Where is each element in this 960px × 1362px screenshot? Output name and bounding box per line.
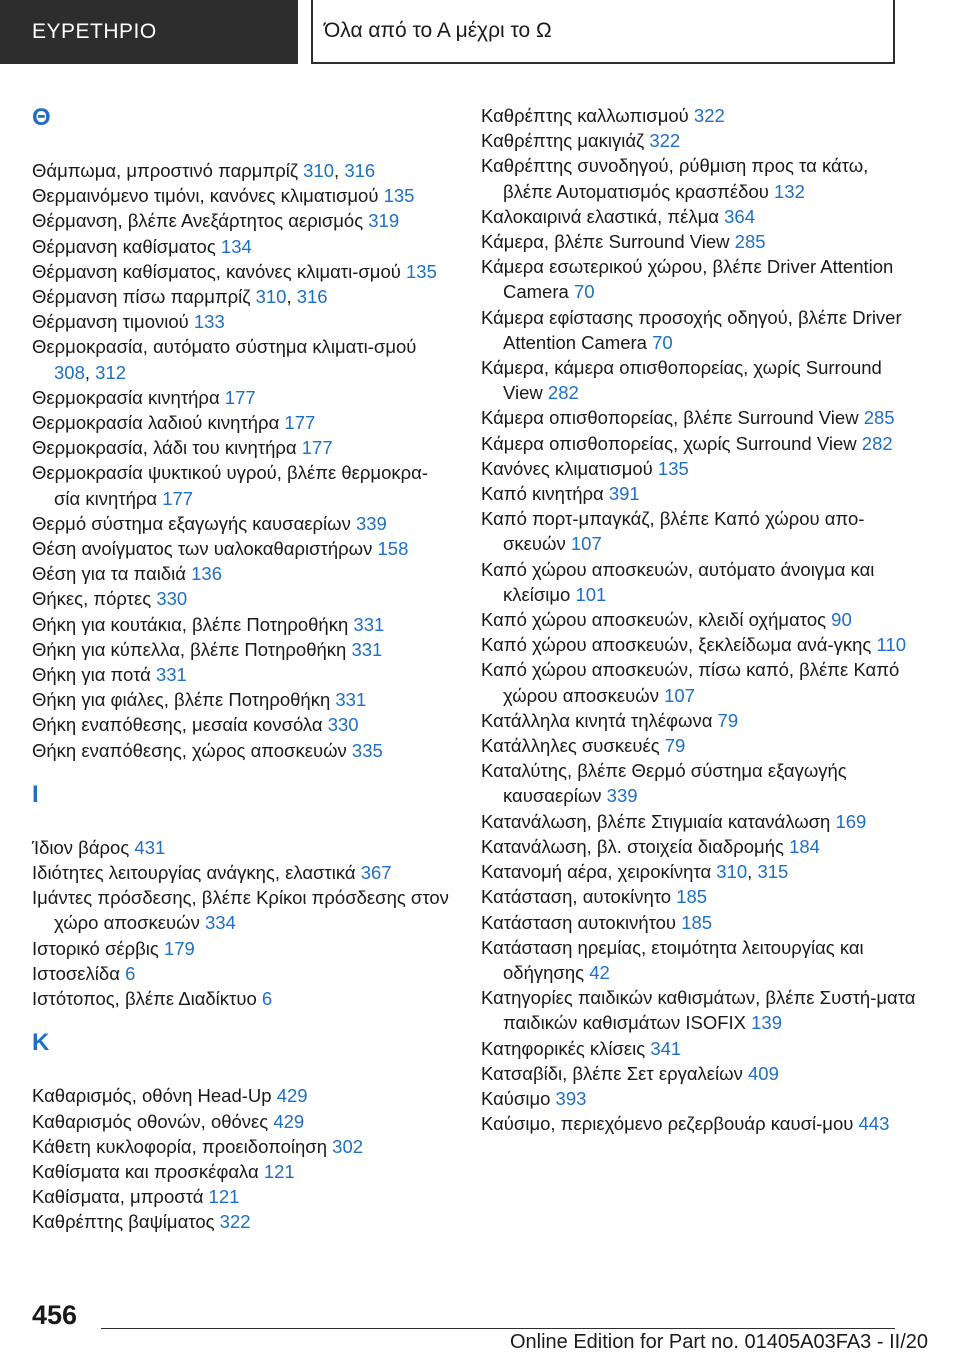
- index-entry-text: Θέρμανση καθίσματος, κανόνες κλιματι-σμού: [32, 260, 401, 282]
- index-entry-text: Κατανάλωση, βλέπε Στιγμιαία κατανάλωση: [481, 810, 831, 832]
- page-reference-link[interactable]: 135: [657, 457, 689, 479]
- index-entry-text: Καπό κινητήρα: [481, 483, 604, 505]
- index-entry: [481, 985, 921, 1035]
- index-entry: [481, 708, 921, 733]
- page-reference-link[interactable]: 285: [863, 407, 895, 429]
- index-entry: [481, 758, 921, 808]
- index-entry: [32, 309, 452, 334]
- index-entry-text: Κάθετη κυκλοφορία, προειδοποίηση: [32, 1135, 328, 1157]
- page-reference-link[interactable]: 282: [861, 432, 893, 454]
- page-reference-link[interactable]: 310: [303, 160, 335, 181]
- index-entry: [32, 410, 452, 435]
- page-reference-link[interactable]: 322: [219, 1211, 251, 1233]
- index-entry-text: Θέση για τα παιδιά: [32, 563, 186, 585]
- index-entry-text: Καθρέπτης συνοδηγού, ρύθμιση προς τα κάτω, βλέπε Αυτοματισμός κρασπέδου: [481, 155, 869, 202]
- index-entry-text: Καπό πορτ-μπαγκάζ, βλέπε Καπό χώρου απο-σκευών: [481, 508, 865, 555]
- index-entry-text: Κατανάλωση, βλ. στοιχεία διαδρομής: [481, 835, 784, 857]
- page-reference-link[interactable]: 132: [774, 180, 805, 202]
- index-entry: [481, 254, 921, 304]
- page-reference-link[interactable]: 179: [163, 937, 195, 959]
- page-reference-link[interactable]: 136: [191, 563, 222, 585]
- page-reference-link[interactable]: 391: [608, 483, 640, 505]
- index-entry-text: Θέρμανση, βλέπε Ανεξάρτητος αερισμός: [32, 210, 364, 232]
- section-subtitle-label: Όλα από το Α μέχρι το Ω: [324, 19, 552, 42]
- index-entry-text: Ιστορικό σέρβις: [32, 937, 159, 959]
- page-reference-link[interactable]: 443: [858, 1113, 890, 1135]
- index-entry: [32, 259, 452, 284]
- index-entry: [481, 809, 921, 834]
- index-entry-text: Καπό χώρου αποσκευών, ξεκλείδωμα ανά-γκης: [481, 634, 872, 656]
- index-entry-text: Καλοκαιρινά ελαστικά, πέλμα: [481, 205, 719, 227]
- page-reference-link[interactable]: 70: [652, 331, 673, 353]
- page-reference-link[interactable]: 177: [162, 487, 194, 509]
- index-entry-text: Θερμοκρασία, αυτόματο σύστημα κλιματι-σμού: [32, 336, 417, 358]
- page-reference-link[interactable]: 184: [789, 835, 820, 857]
- index-entry: [32, 460, 452, 510]
- index-entry: [32, 208, 452, 233]
- section-tab: [0, 0, 298, 64]
- index-entry-text: Ίδιον βάρος: [32, 836, 130, 858]
- page-reference-link[interactable]: 6: [125, 962, 136, 984]
- page-reference-link[interactable]: 185: [681, 911, 713, 933]
- index-entry-text: Καθρέπτης βαψίματος: [32, 1211, 215, 1233]
- page-reference-link[interactable]: 319: [368, 210, 400, 232]
- index-entry-text: Θήκες, πόρτες: [32, 588, 152, 610]
- page-reference-link[interactable]: 334: [204, 912, 236, 934]
- index-entry: [481, 431, 921, 456]
- page-reference-link[interactable]: 322: [693, 105, 725, 126]
- index-group-iota: [32, 835, 452, 1011]
- index-entry: [481, 204, 921, 229]
- index-entry-text: Κατάλληλα κινητά τηλέφωνα: [481, 709, 713, 731]
- page-reference-link[interactable]: 341: [650, 1037, 682, 1059]
- index-entry-text: Θήκη για κύπελλα, βλέπε Ποτηροθήκη: [32, 638, 347, 660]
- index-entry-text: Θήκη εναπόθεσης, χώρος αποσκευών: [32, 739, 347, 761]
- page-reference-link[interactable]: 316: [296, 286, 328, 308]
- index-entry: [481, 935, 921, 985]
- index-entry: [481, 355, 921, 405]
- index-entry: [32, 435, 452, 460]
- index-entry: [32, 234, 452, 259]
- footer-divider: [101, 1328, 895, 1329]
- index-entry: [32, 612, 452, 637]
- page-reference-link[interactable]: 339: [355, 512, 387, 534]
- index-entry: [481, 481, 921, 506]
- index-entry-text: Θερμό σύστημα εξαγωγής καυσαερίων: [32, 512, 351, 534]
- index-entry: [481, 910, 921, 935]
- page-reference-link[interactable]: 90: [831, 609, 852, 631]
- index-entry-text: Κάμερα οπισθοπορείας, βλέπε Surround View: [481, 407, 859, 429]
- index-entry: Θερμοκρασία, αυτόματο σύστημα κλιματι-σμού 308, 312: [32, 336, 417, 383]
- page-reference-link[interactable]: 185: [676, 886, 708, 908]
- page-reference-link[interactable]: 177: [284, 412, 316, 434]
- index-entry: [481, 884, 921, 909]
- index-entry-text: Καθρέπτης καλλωπισμού: [481, 105, 689, 126]
- index-entry: [481, 405, 921, 430]
- page-reference-link[interactable]: 285: [734, 231, 766, 253]
- index-entry: [32, 961, 452, 986]
- index-entry-text: Καπό χώρου αποσκευών, κλειδί οχήματος: [481, 609, 827, 631]
- page-reference-link[interactable]: 312: [95, 361, 127, 383]
- page-reference-link[interactable]: 335: [351, 739, 383, 761]
- page-reference-link[interactable]: 177: [301, 437, 333, 459]
- page-reference-link[interactable]: 158: [377, 538, 409, 560]
- index-entry-text: Θέρμανση τιμονιού: [32, 311, 189, 333]
- page-reference-link[interactable]: 282: [547, 382, 579, 404]
- index-entry: [32, 1083, 452, 1108]
- index-entry: [32, 1134, 452, 1159]
- page-reference-link[interactable]: 107: [570, 533, 602, 555]
- index-entry: [481, 1061, 921, 1086]
- index-entry: [32, 586, 452, 611]
- index-entry: [32, 511, 452, 536]
- index-entry-text: Κατηγορίες παιδικών καθισμάτων, βλέπε Συστή-ματα παιδικών καθισμάτων ISOFIX: [481, 987, 916, 1034]
- page-reference-link[interactable]: 121: [208, 1186, 240, 1208]
- section-subtitle: [311, 0, 895, 64]
- index-entry-text: Κατσαβίδι, βλέπε Σετ εργαλείων: [481, 1062, 743, 1084]
- page-reference-link[interactable]: 331: [335, 689, 367, 711]
- page-reference-link[interactable]: 409: [748, 1062, 779, 1084]
- index-entry-text: Θερμαινόμενο τιμόνι, κανόνες κλιματισμού: [32, 185, 379, 207]
- index-entry-text: Ιδιότητες λειτουργίας ανάγκης, ελαστικά: [32, 862, 356, 884]
- page-reference-link[interactable]: 331: [351, 638, 383, 660]
- index-entry-text: Κατανομή αέρα, χειροκίνητα: [481, 861, 712, 883]
- index-entry-text: Θέση ανοίγματος των υαλοκαθαριστήρων: [32, 538, 373, 560]
- index-entry-text: Ιμάντες πρόσδεσης, βλέπε Κρίκοι πρόσδεσης στον χώρο αποσκευών: [32, 887, 449, 934]
- index-entry: [481, 607, 921, 632]
- page-reference-link[interactable]: 310: [255, 286, 287, 308]
- page-reference-link[interactable]: 177: [224, 386, 256, 408]
- index-entry-text: Θέρμανση καθίσματος: [32, 235, 216, 257]
- index-entry-text: Θερμοκρασία κινητήρα: [32, 386, 220, 408]
- index-entry-text: Κάμερα οπισθοπορείας, χωρίς Surround View: [481, 432, 857, 454]
- index-entry-text: Κανόνες κλιματισμού: [481, 457, 653, 479]
- index-entry-text: Κάμερα, κάμερα οπισθοπορείας, χωρίς Surround View: [481, 357, 882, 404]
- index-entry-text: Θήκη για κουτάκια, βλέπε Ποτηροθήκη: [32, 613, 349, 635]
- page-reference-link[interactable]: 101: [575, 583, 607, 605]
- page-reference-link[interactable]: 393: [555, 1087, 587, 1109]
- index-entry: [32, 385, 452, 410]
- page-reference-link[interactable]: 322: [649, 130, 681, 152]
- index-entry: [32, 860, 452, 885]
- index-entry: [32, 687, 452, 712]
- index-entry-text: Καθίσματα, μπροστά: [32, 1186, 204, 1208]
- index-entry-text: Κατάσταση, αυτοκίνητο: [481, 886, 672, 908]
- index-entry: [32, 536, 452, 561]
- index-entry: [32, 885, 452, 935]
- index-entry-text: Θήκη για φιάλες, βλέπε Ποτηροθήκη: [32, 689, 331, 711]
- index-entry: [481, 153, 921, 203]
- index-entry-text: Κατάσταση αυτοκινήτου: [481, 911, 677, 933]
- index-entry: [32, 1209, 452, 1234]
- index-entry: [481, 103, 921, 128]
- page-reference-link[interactable]: 121: [263, 1160, 295, 1182]
- edition-note: Online Edition for Part no. 01405A03FA3 - II/20: [509, 1331, 928, 1353]
- index-entry-text: Θερμοκρασία ψυκτικού υγρού, βλέπε θερμοκρα-σία κινητήρα: [32, 462, 428, 509]
- page-reference-link[interactable]: 364: [724, 205, 755, 227]
- page-reference-link[interactable]: 429: [276, 1085, 308, 1107]
- page-reference-link[interactable]: 331: [155, 664, 187, 686]
- page-reference-link[interactable]: 133: [193, 311, 225, 333]
- index-entry-text: Θάμπωμα, μπροστινό παρμπρίζ: [32, 160, 299, 181]
- index-entry: [481, 128, 921, 153]
- page-reference-link[interactable]: 367: [360, 862, 392, 884]
- index-entry-text: Καπό χώρου αποσκευών, αυτόματο άνοιγμα και κλείσιμο: [481, 558, 875, 605]
- index-entry-text: Καθαρισμός, οθόνη Head-Up: [32, 1085, 272, 1107]
- index-entry: [481, 632, 921, 657]
- index-entry-text: Καύσιμο: [481, 1087, 551, 1109]
- page-reference-link[interactable]: 79: [717, 709, 739, 731]
- index-entry-text: Ιστότοπος, βλέπε Διαδίκτυο: [32, 988, 257, 1010]
- page-reference-link[interactable]: 70: [573, 281, 595, 303]
- index-entry: [32, 835, 452, 860]
- page-reference-link[interactable]: 135: [383, 185, 415, 207]
- page-reference-link[interactable]: 315: [757, 861, 789, 883]
- index-entry-text: Κατάλληλες συσκευές: [481, 735, 660, 757]
- index-entry: [481, 1036, 921, 1061]
- index-entry: [32, 183, 452, 208]
- index-entry: [32, 561, 452, 586]
- index-entry-text: Θέρμανση πίσω παρμπρίζ: [32, 286, 251, 308]
- page-reference-link[interactable]: 79: [664, 735, 686, 757]
- index-entry: [32, 986, 452, 1011]
- index-entry-text: Θήκη εναπόθεσης, μεσαία κονσόλα: [32, 714, 323, 736]
- page-reference-link[interactable]: 302: [332, 1135, 364, 1157]
- index-entry: [32, 712, 452, 737]
- index-entry: Θάμπωμα, μπροστινό παρμπρίζ 310, 316: [32, 160, 376, 181]
- index-entry-text: Θήκη για ποτά: [32, 664, 151, 686]
- index-entry: [32, 936, 452, 961]
- page-reference-link[interactable]: 339: [606, 785, 638, 807]
- section-tab-label: ΕΥΡΕΤΗΡΙΟ: [32, 20, 157, 43]
- index-entry-text: Καθρέπτης μακιγιάζ: [481, 130, 645, 152]
- page-reference-link[interactable]: 330: [156, 588, 188, 610]
- index-column-left: [32, 103, 452, 1235]
- index-entry: [481, 733, 921, 758]
- page-reference-link[interactable]: 110: [876, 634, 906, 656]
- page-reference-link[interactable]: 6: [261, 988, 273, 1010]
- index-column-right: [481, 103, 921, 1136]
- index-entry: [481, 1111, 921, 1136]
- index-entry-text: Καπό χώρου αποσκευών, πίσω καπό, βλέπε Καπό χώρου αποσκευών: [481, 659, 900, 706]
- page-reference-link[interactable]: 331: [353, 613, 385, 635]
- page-reference-link[interactable]: 42: [589, 961, 610, 983]
- index-group-kappa-continued: [481, 103, 921, 1136]
- page-reference-link[interactable]: 429: [273, 1110, 305, 1132]
- index-entry: Θέρμανση πίσω παρμπρίζ 310, 316: [32, 286, 328, 308]
- index-entry: [32, 1184, 452, 1209]
- index-group-kappa: [32, 1083, 452, 1234]
- index-entry-text: Θερμοκρασία, λάδι του κινητήρα: [32, 437, 297, 459]
- page-reference-link[interactable]: 107: [664, 684, 695, 706]
- index-entry: [481, 229, 921, 254]
- index-entry: [481, 657, 921, 707]
- page-number: 456: [32, 1300, 78, 1330]
- page-reference-link[interactable]: 135: [406, 260, 437, 282]
- page-reference-link[interactable]: 169: [835, 810, 867, 832]
- index-entry: [481, 305, 921, 355]
- page-reference-link[interactable]: 431: [134, 836, 166, 858]
- index-entry-text: Ιστοσελίδα: [32, 962, 120, 984]
- index-entry: [481, 506, 921, 556]
- index-entry: [32, 738, 452, 763]
- index-entry: [32, 637, 452, 662]
- index-entry-text: Θερμοκρασία λαδιού κινητήρα: [32, 412, 280, 434]
- index-entry-text: Κατάσταση ηρεμίας, ετοιμότητα λειτουργίας και οδήγησης: [481, 936, 864, 983]
- index-entry-text: Καύσιμο, περιεχόμενο ρεζερβουάρ καυσί-μου: [481, 1113, 854, 1135]
- index-entry: Κατανομή αέρα, χειροκίνητα 310, 315: [481, 861, 789, 883]
- index-letter-kappa: Κ: [32, 1029, 50, 1057]
- index-letter-theta: Θ: [32, 104, 51, 131]
- index-entry: [481, 557, 921, 607]
- index-entry: [481, 1086, 921, 1111]
- index-group-theta: [32, 158, 452, 763]
- index-entry: [32, 662, 452, 687]
- index-entry-text: Καθίσματα και προσκέφαλα: [32, 1160, 259, 1182]
- index-entry: [32, 1159, 452, 1184]
- page-reference-link[interactable]: 316: [344, 160, 376, 181]
- index-entry: [32, 1109, 452, 1134]
- index-entry-text: Κάμερα εφίστασης προσοχής οδηγού, βλέπε Driver Attention Camera: [481, 306, 902, 353]
- page-reference-link[interactable]: 134: [220, 235, 252, 257]
- index-letter-iota: Ι: [32, 780, 39, 808]
- index-entry: [481, 456, 921, 481]
- index-entry-text: Κάμερα εσωτερικού χώρου, βλέπε Driver Attention Camera: [481, 256, 894, 303]
- page-reference-link[interactable]: 308: [54, 361, 85, 383]
- page-reference-link[interactable]: 330: [327, 714, 359, 736]
- index-entry-text: Κάμερα, βλέπε Surround View: [481, 231, 730, 253]
- index-entry-text: Κατηφορικές κλίσεις: [481, 1037, 646, 1059]
- index-entry-text: Καθαρισμός οθονών, οθόνες: [32, 1110, 269, 1132]
- page-reference-link[interactable]: 139: [751, 1012, 783, 1034]
- page-reference-link[interactable]: 310: [716, 861, 748, 883]
- index-entry-text: Καταλύτης, βλέπε Θερμό σύστημα εξαγωγής καυσαερίων: [481, 760, 847, 807]
- index-entry: [481, 834, 921, 859]
